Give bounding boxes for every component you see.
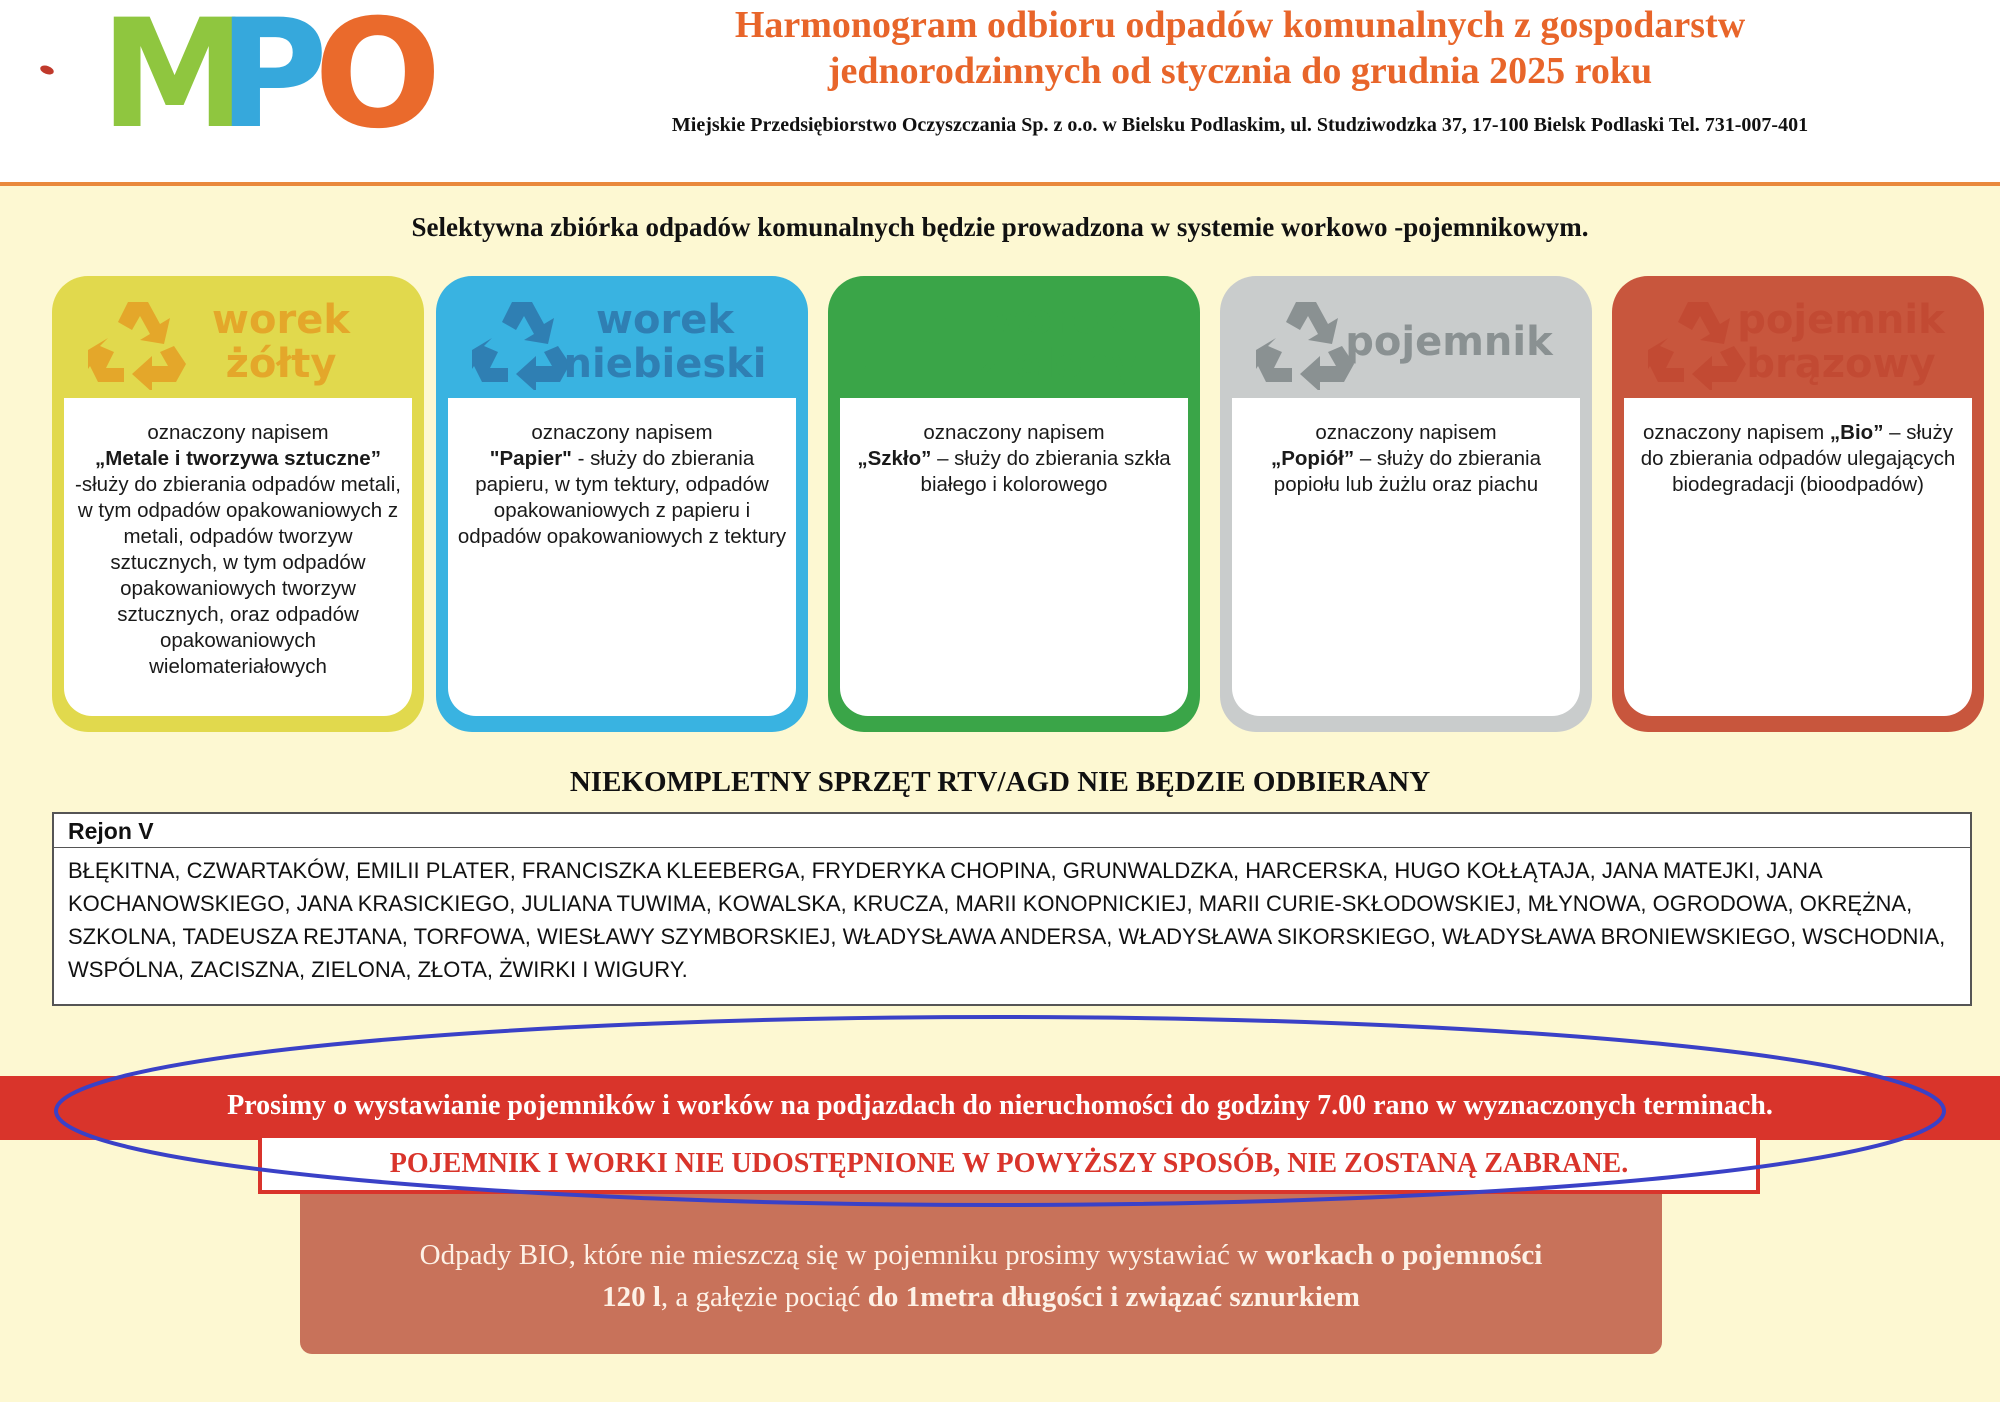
card-text-detail: – służy do zbierania popiołu lub żużlu oraz piachu <box>1273 447 1542 496</box>
logo-letter-o: O <box>314 0 438 162</box>
card-text-label: „Metale i tworzywa sztuczne” <box>95 447 381 470</box>
card-label-line-2: brązowy <box>1746 341 1936 387</box>
card-label <box>1334 320 1564 364</box>
card-text-detail: - służy do zbierania papieru, w tym tektury, odpadów opakowaniowych z papieru i odpadów opakowaniowych z tektury <box>457 447 787 548</box>
ink-dot <box>39 64 55 76</box>
card-text-detail: – służy do zbierania szkła białego i kolorowego <box>920 447 1171 496</box>
region-streets: BŁĘKITNA, CZWARTAKÓW, EMILII PLATER, FRANCISZKA KLEEBERGA, FRYDERYKA CHOPINA, GRUNWALDZKA, HARCERSKA, HUGO KOŁŁĄTAJA, JANA MATEJKI, JANA KOCHANOWSKIEGO, JANA KRASICKIEGO, JULIANA TUWIMA, KOWALSKA, KRUCZA, MARII KONOPNICKIEJ, MARII CURIE-SKŁODOWSKIEJ, MŁYNOWA, OGRODOWA, OKRĘŻNA, SZKOLNA, TADEUSZA REJTANA, TORFOWA, WIESŁAWY SZYMBORSKIEJ, WŁADYSŁAWA ANDERSA, WŁADYSŁAWA SIKORSKIEGO, WŁADYSŁAWA BRONIEWSKIEGO, WSCHODNIA, WSPÓLNA, ZACISZNA, ZIELONA, ZŁOTA, ŻWIRKI I WIGURY. <box>68 858 1946 982</box>
card-grey-container <box>1220 276 1592 732</box>
card-description <box>64 398 412 716</box>
bio-text-3: 120 l <box>602 1281 661 1313</box>
title-line-2: jednorodzinnych od stycznia do grudnia 2025 roku <box>827 50 1653 92</box>
card-label <box>550 298 780 386</box>
card-text-intro: oznaczony napisem <box>1643 421 1830 444</box>
region-table <box>52 812 1972 1006</box>
card-text-label: „Szkło” <box>857 447 932 470</box>
bio-waste-note <box>300 1194 1662 1354</box>
card-header <box>1220 276 1592 396</box>
rtv-agd-notice: NIEKOMPLETNY SPRZĘT RTV/AGD NIE BĘDZIE ODBIERANY <box>569 766 1431 798</box>
card-brown-container <box>1612 276 1984 732</box>
card-label-line-2: zielony <box>977 341 1137 387</box>
logo-letter-m: M <box>100 0 246 162</box>
card-label-line-1: pojemnik <box>1737 297 1945 343</box>
card-text-label: „Popiół” <box>1270 447 1355 470</box>
mpo-logo <box>100 0 460 162</box>
logo-letter-p: P <box>218 0 324 162</box>
card-label <box>166 298 396 386</box>
warning-box: POJEMNIK I WORKI NIE UDOSTĘPNIONE W POWYŻSZY SPOSÓB, NIE ZOSTANĄ ZABRANE. <box>258 1134 1760 1194</box>
card-label-line-1: worek <box>988 297 1126 343</box>
card-text-label: „Bio” <box>1829 421 1884 444</box>
card-label-line-2: żółty <box>225 341 337 387</box>
title-line-1: Harmonogram odbioru odpadów komunalnych z gospodarstw <box>734 4 1746 46</box>
page-title <box>560 2 1920 94</box>
card-blue-bag <box>436 276 808 732</box>
card-header <box>828 276 1200 396</box>
card-label-line-1: worek <box>212 297 350 343</box>
card-yellow-bag <box>52 276 424 732</box>
bio-text-2: workach o pojemności <box>1265 1239 1543 1271</box>
card-text-intro: oznaczony napisem <box>923 421 1105 444</box>
region-title: Rejon V <box>54 814 1970 848</box>
bio-text-4: , a gałęzie pociąć <box>660 1281 868 1313</box>
card-label-line-1: pojemnik <box>1345 319 1553 365</box>
card-green-bag <box>828 276 1200 732</box>
card-header <box>52 276 424 396</box>
card-label <box>1716 298 1966 386</box>
card-header <box>1612 276 1984 396</box>
card-header <box>436 276 808 396</box>
card-text-intro: oznaczony napisem <box>1315 421 1497 444</box>
bio-text-1: Odpady BIO, które nie mieszczą się w pojemniku prosimy wystawiać w <box>419 1239 1266 1271</box>
card-description <box>1232 398 1580 716</box>
card-description <box>840 398 1188 716</box>
section-subtitle: Selektywna zbiórka odpadów komunalnych będzie prowadzona w systemie workowo -pojemnikowym. <box>411 212 1589 242</box>
card-text-detail: – służy do zbierania odpadów ulegających biodegradacji (bioodpadów) <box>1640 421 1956 496</box>
card-text-detail: -służy do zbierania odpadów metali, w tym odpadów opakowaniowych z metali, odpadów tworzyw sztucznych, w tym odpadów opakowaniowych tworzyw sztucznych, oraz odpadów opakowaniowych wielomateriałowych <box>75 473 401 678</box>
card-label-line-2: niebieski <box>563 341 767 387</box>
collection-time-notice: Prosimy o wystawianie pojemników i worków na podjazdach do nieruchomości do godziny 7.00 rano w wyznaczonych terminach. <box>227 1090 1773 1121</box>
card-description <box>448 398 796 716</box>
card-text-intro: oznaczony napisem <box>531 421 713 444</box>
card-text-label: "Papier" <box>489 447 572 470</box>
card-label-line-1: worek <box>596 297 734 343</box>
card-description <box>1624 398 1972 716</box>
card-text-intro: oznaczony napisem <box>147 421 329 444</box>
card-label <box>942 298 1172 386</box>
header <box>0 0 2000 186</box>
company-address: Miejskie Przedsiębiorstwo Oczyszczania Sp. z o.o. w Bielsku Podlaskim, ul. Studziwodzka 37, 17-100 Bielsk Podlaski Tel. 731-007-401 <box>671 114 1809 136</box>
bio-text-5: do 1metra długości i związać sznurkiem <box>867 1281 1360 1313</box>
